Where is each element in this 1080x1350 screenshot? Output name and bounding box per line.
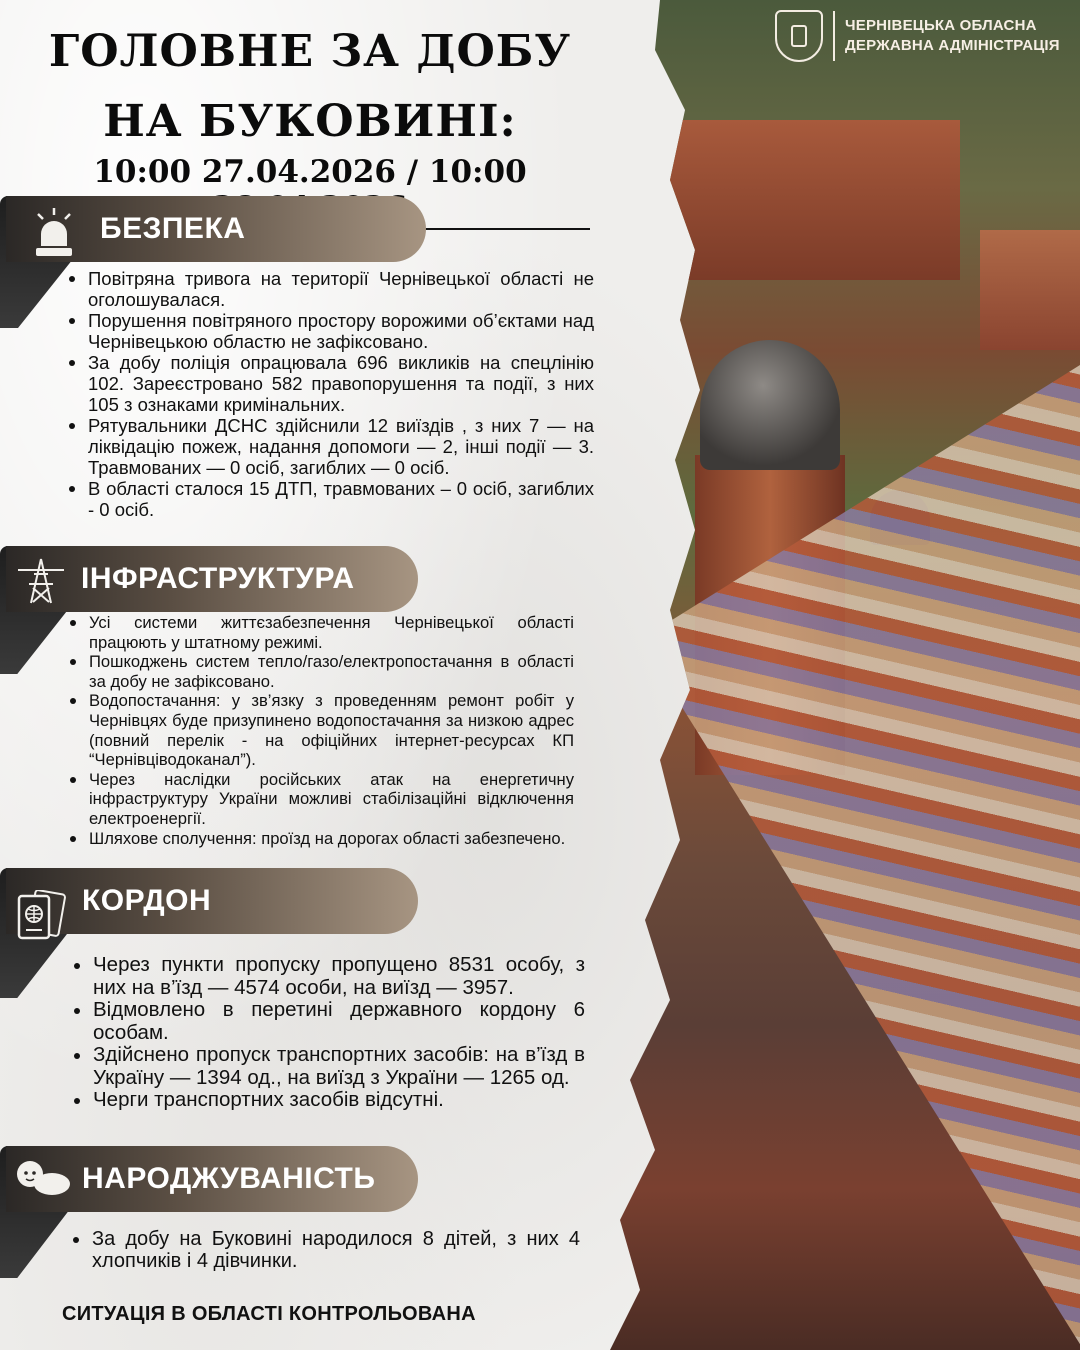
list-item: Відмовлено в перетині державного кордону 6 особам. (71, 999, 585, 1044)
page-title-line2: НА БУКОВИНІ: (103, 96, 517, 147)
coat-of-arms-icon (775, 10, 823, 62)
logo (775, 10, 1060, 62)
list-item: Повітряна тривога на території Чернівецької області не оголошувалася. (66, 268, 594, 310)
page-title-line1: ГОЛОВНЕ ЗА ДОБУ (48, 26, 572, 77)
list-item: Через пункти пропуску пропущено 8531 особу, з них на в’їзд — 4574 особи, на виїзд — 3957. (71, 954, 585, 999)
photo-building-right (980, 230, 1080, 350)
list-item: В області сталося 15 ДТП, травмованих – 0 осіб, загиблих - 0 осіб. (66, 478, 594, 520)
list-item: Черги транспортних засобів відсутні. (71, 1089, 585, 1112)
siren-icon (32, 206, 76, 265)
section-border-header (6, 868, 418, 934)
passport-icon (16, 890, 66, 949)
photo-dome (700, 340, 840, 470)
section-infrastructure-title: ІНФРАСТРУКТУРА (81, 562, 355, 595)
section-border-list (71, 954, 585, 1112)
section-border-title: КОРДОН (82, 884, 212, 917)
list-item: Рятувальники ДСНС здійснили 12 виїздів , з них 7 — на ліквідацію пожеж, надання допомоги — 2, інші події — 3. Травмованих — 0 осіб, загиблих — 0 осіб. (66, 415, 594, 478)
report-period: 10:00 27.04.2026 / 10:00 (30, 154, 590, 230)
footer-status: СИТУАЦІЯ В ОБЛАСТІ КОНТРОЛЬОВАНА (62, 1303, 476, 1325)
list-item: За добу на Буковині народилося 8 дітей, з них 4 хлопчиків і 4 дівчинки. (70, 1228, 580, 1272)
section-births-list (70, 1228, 580, 1272)
section-births-title: НАРОДЖУВАНІСТЬ (82, 1162, 376, 1195)
power-tower-icon (16, 556, 66, 611)
baby-icon (12, 1156, 72, 1205)
logo-divider (833, 11, 835, 61)
list-item: Через наслідки російських атак на енергетичну інфраструктуру України можливі стабілізаційні відключення електроенергії. (67, 770, 574, 829)
list-item: Пошкоджень систем тепло/газо/електропостачання в області за добу не зафіксовано. (67, 652, 574, 691)
section-infrastructure-list (67, 613, 574, 848)
section-security-title: БЕЗПЕКА (100, 212, 246, 245)
list-item: Водопостачання: у зв’язку з проведенням ремонт робіт у Чернівцях буде призупинено водопостачання за низкою адрес (повний перелік - на офіційних інтернет-ресурсах КП “Чернівціводоканал”). (67, 691, 574, 769)
photo-building (660, 120, 960, 280)
list-item: За добу поліція опрацювала 696 викликів на спецлінію 102. Зареєстровано 582 правопорушення та події, з них 105 з ознаками кримінальних. (66, 352, 594, 415)
list-item: Здійснено пропуск транспортних засобів: на в’їзд в Україну — 1394 од., на виїзд з України — 1265 од. (71, 1044, 585, 1089)
list-item: Шляхове сполучення: проїзд на дорогах області забезпечено. (67, 829, 574, 849)
logo-org-line1: ЧЕРНІВЕЦЬКА ОБЛАСНА (845, 17, 1037, 34)
logo-org-name (845, 16, 1060, 56)
section-security-list (66, 268, 594, 520)
section-infrastructure-header (6, 546, 418, 612)
logo-org-line2: ДЕРЖАВНА АДМІНІСТРАЦІЯ (845, 37, 1060, 54)
list-item: Порушення повітряного простору ворожими об’єктами над Чернівецькою областю не зафіксовано. (66, 310, 594, 352)
list-item: Усі системи життєзабезпечення Чернівецької області працюють у штатному режимі. (67, 613, 574, 652)
